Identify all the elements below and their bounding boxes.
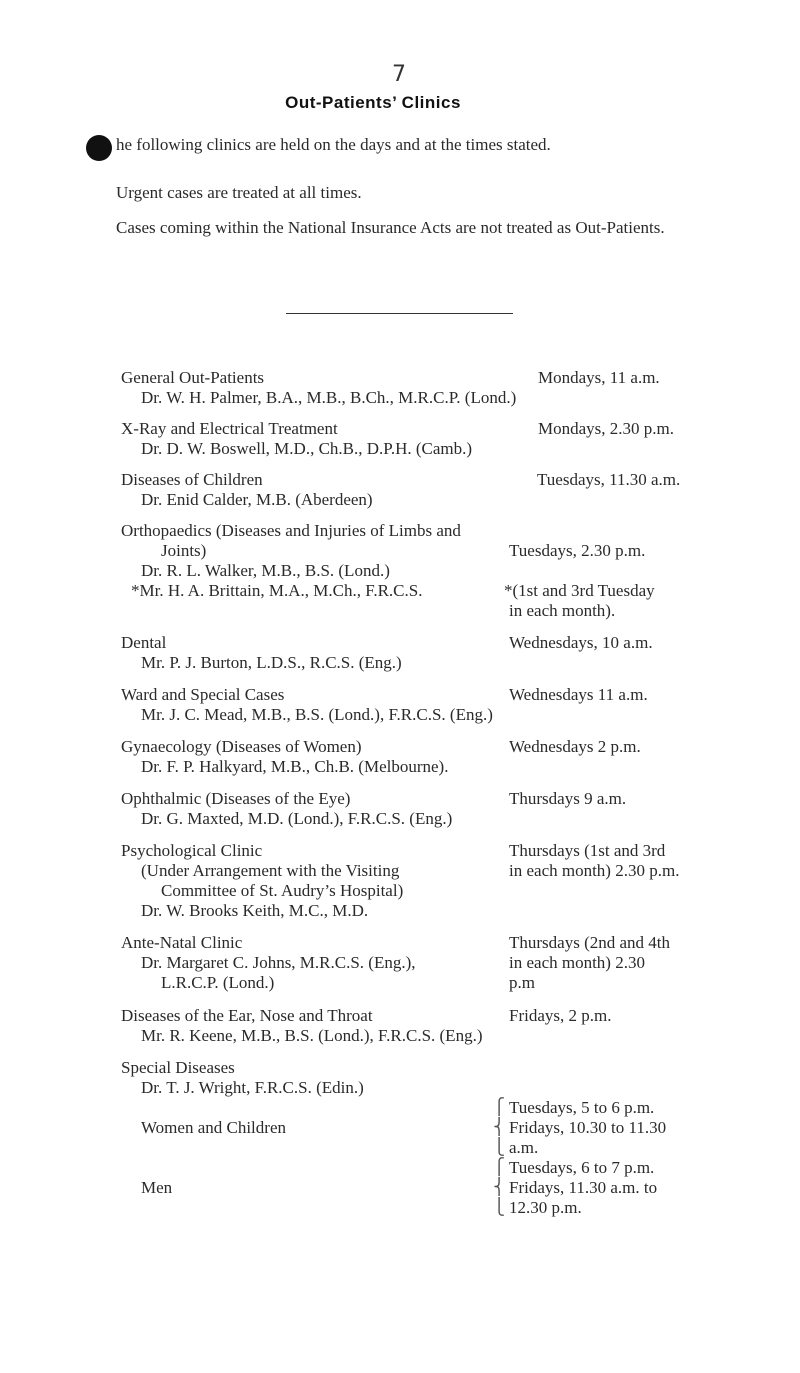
clinic-time-psych-2: in each month) 2.30 p.m. [509, 861, 680, 880]
brace-top-icon: ⎧ [493, 1097, 505, 1116]
clinic-doctor-antenatal-1: Dr. Margaret C. Johns, M.R.C.S. (Eng.), [141, 953, 416, 972]
intro-text-1: he following clinics are held on the days and at the times stated. [116, 135, 551, 154]
clinic-doctor-xray: Dr. D. W. Boswell, M.D., Ch.B., D.P.H. (Camb.) [141, 439, 473, 458]
clinic-time-antenatal-3: p.m [509, 973, 535, 992]
clinic-name-gynae: Gynaecology (Diseases of Women) [121, 737, 362, 756]
clinic-time-xray: Mondays, 2.30 p.m. [538, 419, 674, 438]
clinic-doctor-ent: Mr. R. Keene, M.B., B.S. (Lond.), F.R.C.S. (Eng.) [141, 1026, 483, 1045]
clinic-note-ortho-1: *(1st and 3rd Tuesday [504, 581, 655, 600]
special-wc-time-2: Fridays, 10.30 to 11.30 [509, 1118, 667, 1137]
clinic-name-special: Special Diseases [121, 1058, 235, 1077]
clinic-time-antenatal-1: Thursdays (2nd and 4th [509, 933, 671, 952]
brace-mid-icon: ⎨ [493, 1117, 505, 1136]
special-wc-time-1: Tuesdays, 5 to 6 p.m. [509, 1098, 655, 1117]
special-men-time-2: Fridays, 11.30 a.m. to [509, 1178, 658, 1197]
special-men-time-3: 12.30 p.m. [509, 1198, 582, 1217]
clinic-time-dental: Wednesdays, 10 a.m. [509, 633, 653, 652]
clinic-time-ent: Fridays, 2 p.m. [509, 1006, 612, 1025]
brace-bottom-icon: ⎩ [493, 1197, 505, 1216]
intro-text-2: Urgent cases are treated at all times. [116, 183, 362, 202]
clinic-name-dental: Dental [121, 633, 167, 652]
clinic-time-gynae: Wednesdays 2 p.m. [509, 737, 641, 756]
clinic-time-ortho: Tuesdays, 2.30 p.m. [509, 541, 646, 560]
brace-mid-icon: ⎨ [493, 1177, 505, 1196]
clinic-name-ward: Ward and Special Cases [121, 685, 285, 704]
clinic-time-ophth: Thursdays 9 a.m. [509, 789, 627, 808]
clinic-name-xray: X-Ray and Electrical Treatment [121, 419, 338, 438]
clinic-time-antenatal-2: in each month) 2.30 [509, 953, 645, 972]
section-divider [286, 313, 513, 314]
clinic-name-children: Diseases of Children [121, 470, 263, 489]
clinic-name-ophth: Ophthalmic (Diseases of the Eye) [121, 789, 351, 808]
clinic-note-psych-2: Committee of St. Audry’s Hospital) [161, 881, 404, 900]
clinic-name-ent: Diseases of the Ear, Nose and Throat [121, 1006, 373, 1025]
clinic-name-ortho: Orthopaedics (Diseases and Injuries of Limbs and [121, 521, 461, 540]
clinic-name-psych: Psychological Clinic [121, 841, 263, 860]
intro-paragraph-2 [116, 183, 716, 203]
special-men-label: Men [141, 1178, 173, 1197]
clinic-time-children: Tuesdays, 11.30 a.m. [537, 470, 681, 489]
clinic-doctor-dental: Mr. P. J. Burton, L.D.S., R.C.S. (Eng.) [141, 653, 402, 672]
clinic-name-antenatal: Ante-Natal Clinic [121, 933, 243, 952]
brace-top-icon: ⎧ [493, 1157, 505, 1176]
clinic-doctor-ortho-2: *Mr. H. A. Brittain, M.A., M.Ch., F.R.C.S. [131, 581, 423, 600]
clinic-doctor-gynae: Dr. F. P. Halkyard, M.B., Ch.B. (Melbourne). [141, 757, 449, 776]
special-wc-time-3: a.m. [509, 1138, 539, 1157]
page-number: 7 [392, 62, 406, 87]
clinic-time-ward: Wednesdays 11 a.m. [509, 685, 648, 704]
intro-text-3: Cases coming within the National Insurance Acts are not treated as Out-Patients. [116, 218, 665, 237]
intro-paragraph-1 [116, 135, 716, 155]
clinic-doctor-psych: Dr. W. Brooks Keith, M.C., M.D. [141, 901, 369, 920]
brace-bottom-icon: ⎩ [493, 1137, 505, 1156]
clinic-name-general: General Out-Patients [121, 368, 265, 387]
clinic-doctor-antenatal-2: L.R.C.P. (Lond.) [161, 973, 275, 992]
clinic-note-ortho-2: in each month). [509, 601, 616, 620]
clinic-doctor-ophth: Dr. G. Maxted, M.D. (Lond.), F.R.C.S. (Eng.) [141, 809, 453, 828]
clinic-doctor-children: Dr. Enid Calder, M.B. (Aberdeen) [141, 490, 373, 509]
clinic-doctor-ortho-1: Dr. R. L. Walker, M.B., B.S. (Lond.) [141, 561, 390, 580]
clinic-note-psych-1: (Under Arrangement with the Visiting [141, 861, 400, 880]
clinic-time-general: Mondays, 11 a.m. [538, 368, 660, 387]
clinic-time-psych-1: Thursdays (1st and 3rd [509, 841, 666, 860]
special-women-children-label: Women and Children [141, 1118, 286, 1137]
clinic-doctor-general: Dr. W. H. Palmer, B.A., M.B., B.Ch., M.R.C.P. (Lond.) [141, 388, 517, 407]
clinic-name-ortho-cont: Joints) [161, 541, 207, 560]
drop-cap-ornament [86, 135, 112, 161]
clinic-doctor-special: Dr. T. J. Wright, F.R.C.S. (Edin.) [141, 1078, 364, 1097]
special-men-time-1: Tuesdays, 6 to 7 p.m. [509, 1158, 655, 1177]
page-title: Out-Patients’ Clinics [285, 93, 461, 112]
clinic-doctor-ward: Mr. J. C. Mead, M.B., B.S. (Lond.), F.R.C.S. (Eng.) [141, 705, 493, 724]
intro-paragraph-3 [116, 218, 726, 238]
